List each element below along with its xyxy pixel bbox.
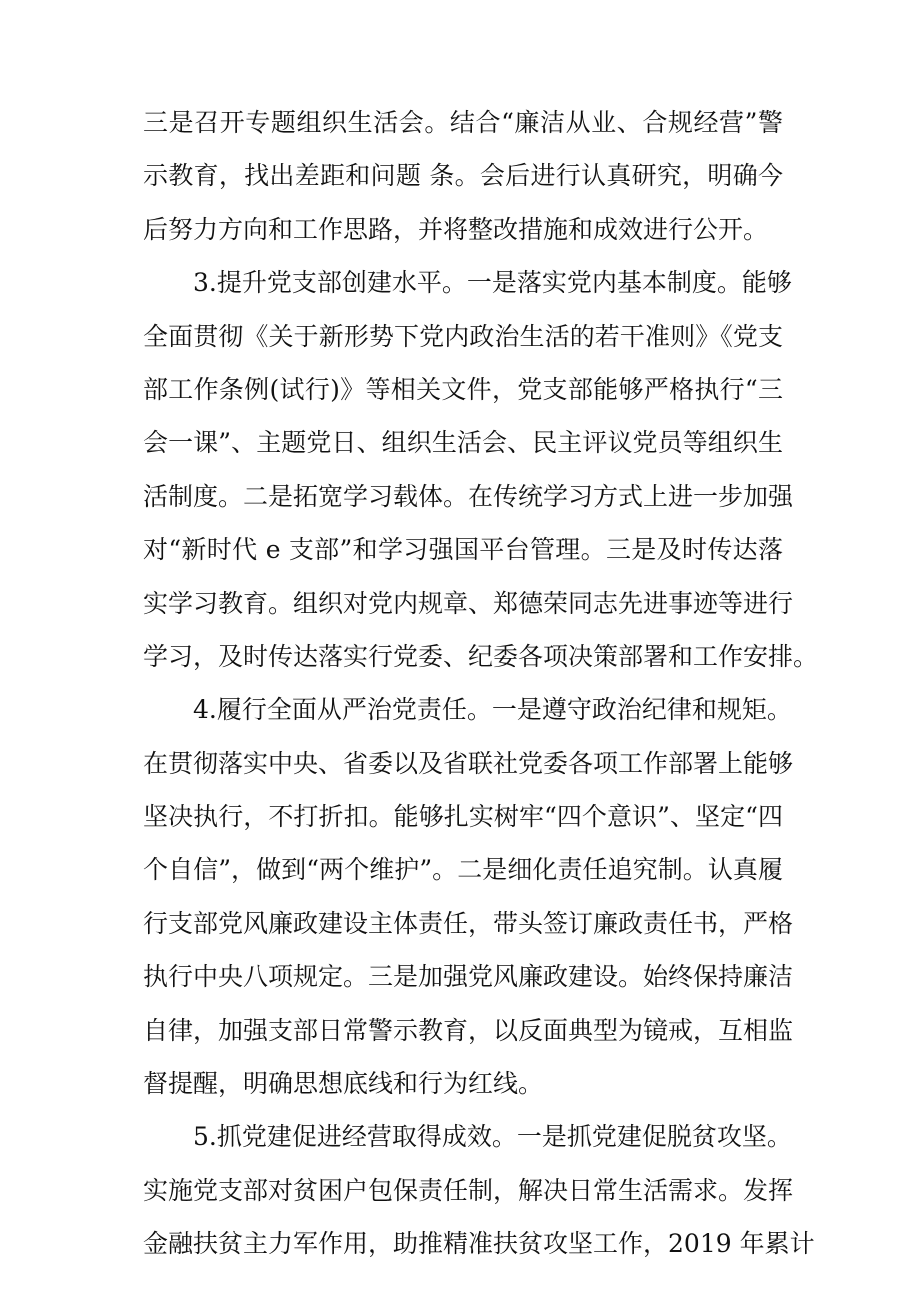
text-line: 自律，加强支部日常警示教育，以反面典型为镜戒，互相监 bbox=[143, 1015, 794, 1045]
text-line: 在贯彻落实中央、省委以及省联社党委各项工作部署上能够 bbox=[143, 748, 794, 778]
text-line: 会一课”、主题党日、组织生活会、民主评议党员等组织生 bbox=[143, 428, 783, 458]
text-line: 后努力方向和工作思路，并将整改措施和成效进行公开。 bbox=[143, 214, 769, 244]
text-line: 活制度。二是拓宽学习载体。在传统学习方式上进一步加强 bbox=[143, 481, 794, 511]
text-line: 实施党支部对贫困户包保责任制，解决日常生活需求。发挥 bbox=[143, 1175, 794, 1205]
text-line: 学习，及时传达落实行党委、纪委各项决策部署和工作安排。 bbox=[143, 641, 819, 671]
text-line: 督提醒，明确思想底线和行为红线。 bbox=[143, 1069, 544, 1099]
text-line: 5.抓党建促进经营取得成效。一是抓党建促脱贫攻坚。 bbox=[193, 1122, 792, 1152]
text-line: 对“新时代 e 支部”和学习强国平台管理。三是及时传达落 bbox=[143, 535, 783, 565]
text-line: 全面贯彻《关于新形势下党内政治生活的若干准则》《党支 bbox=[143, 321, 783, 351]
text-line: 行支部党风廉政建设主体责任，带头签订廉政责任书，严格 bbox=[143, 908, 794, 938]
text-line: 三是召开专题组织生活会。结合“廉洁从业、合规经营”警 bbox=[143, 108, 783, 137]
text-line: 部工作条例(试行)》等相关文件，党支部能够严格执行“三 bbox=[143, 374, 783, 404]
text-line: 金融扶贫主力军作用，助推精准扶贫攻坚工作，2019 年累计 bbox=[143, 1229, 815, 1259]
text-line: 坚决执行，不打折扣。能够扎实树牢“四个意识”、坚定“四 bbox=[143, 802, 783, 832]
text-line: 3.提升党支部创建水平。一是落实党内基本制度。能够 bbox=[193, 268, 792, 298]
text-line: 4.履行全面从严治党责任。一是遵守政治纪律和规矩。 bbox=[193, 695, 792, 725]
text-line: 示教育，找出差距和问题 条。会后进行认真研究，明确今 bbox=[143, 161, 783, 191]
document-body bbox=[143, 96, 819, 1271]
text-line: 执行中央八项规定。三是加强党风廉政建设。始终保持廉洁 bbox=[143, 962, 794, 992]
text-line: 个自信”，做到“两个维护”。二是细化责任追究制。认真履 bbox=[143, 855, 783, 885]
text-line: 实学习教育。组织对党内规章、郑德荣同志先进事迹等进行 bbox=[143, 588, 794, 618]
